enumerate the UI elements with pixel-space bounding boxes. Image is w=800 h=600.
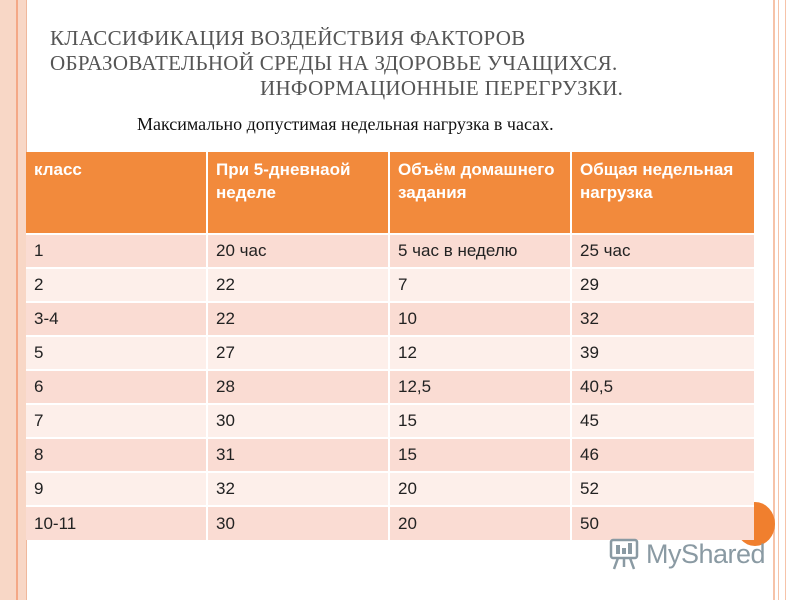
header-class: класс (26, 152, 207, 234)
table-row (26, 336, 754, 370)
cell-five-day-week: 32 (207, 472, 389, 506)
cell-five-day-week: 27 (207, 336, 389, 370)
cell-total-load: 25 час (571, 234, 754, 268)
cell-total-load: 32 (571, 302, 754, 336)
presentation-icon (608, 536, 640, 572)
cell-five-day-week: 20 час (207, 234, 389, 268)
myshared-watermark (608, 534, 768, 574)
cell-total-load: 39 (571, 336, 754, 370)
table-row (26, 404, 754, 438)
cell-total-load: 46 (571, 438, 754, 472)
table-row (26, 370, 754, 404)
cell-homework: 5 час в неделю (389, 234, 571, 268)
right-frame-lines (770, 0, 800, 600)
table-row (26, 234, 754, 268)
slide-title (50, 26, 690, 101)
table-row (26, 472, 754, 506)
table-header-row (26, 152, 754, 234)
cell-homework: 12,5 (389, 370, 571, 404)
cell-class: 5 (26, 336, 207, 370)
cell-five-day-week: 30 (207, 404, 389, 438)
cell-homework: 20 (389, 472, 571, 506)
cell-five-day-week: 30 (207, 506, 389, 540)
cell-homework: 15 (389, 404, 571, 438)
table-row (26, 268, 754, 302)
header-homework: Объём домашнего задания (389, 152, 571, 234)
cell-total-load: 45 (571, 404, 754, 438)
cell-class: 6 (26, 370, 207, 404)
cell-five-day-week: 31 (207, 438, 389, 472)
cell-five-day-week: 28 (207, 370, 389, 404)
table-row (26, 302, 754, 336)
left-frame-border (0, 0, 27, 600)
cell-homework: 7 (389, 268, 571, 302)
cell-five-day-week: 22 (207, 268, 389, 302)
cell-class: 8 (26, 438, 207, 472)
cell-class: 7 (26, 404, 207, 438)
cell-total-load: 50 (571, 506, 754, 540)
cell-class: 2 (26, 268, 207, 302)
cell-homework: 10 (389, 302, 571, 336)
cell-total-load: 40,5 (571, 370, 754, 404)
cell-class: 9 (26, 472, 207, 506)
cell-homework: 12 (389, 336, 571, 370)
cell-class: 10-11 (26, 506, 207, 540)
table-row (26, 438, 754, 472)
title-line-2: ОБРАЗОВАТЕЛЬНОЙ СРЕДЫ НА ЗДОРОВЬЕ УЧАЩИХСЯ. (50, 51, 618, 75)
title-line-1: КЛАССИФИКАЦИЯ ВОЗДЕЙСТВИЯ ФАКТОРОВ (50, 26, 526, 50)
cell-homework: 20 (389, 506, 571, 540)
watermark-text: MyShared (646, 538, 766, 569)
cell-total-load: 29 (571, 268, 754, 302)
cell-total-load: 52 (571, 472, 754, 506)
cell-five-day-week: 22 (207, 302, 389, 336)
table-caption: Максимально допустимая недельная нагрузка в часах. (137, 114, 554, 134)
title-line-3: ИНФОРМАЦИОННЫЕ ПЕРЕГРУЗКИ. (260, 76, 624, 100)
header-five-day-week: При 5-дневнаой неделе (207, 152, 389, 234)
header-total-load: Общая недельная нагрузка (571, 152, 754, 234)
cell-homework: 15 (389, 438, 571, 472)
cell-class: 3-4 (26, 302, 207, 336)
workload-table (26, 152, 754, 540)
cell-class: 1 (26, 234, 207, 268)
